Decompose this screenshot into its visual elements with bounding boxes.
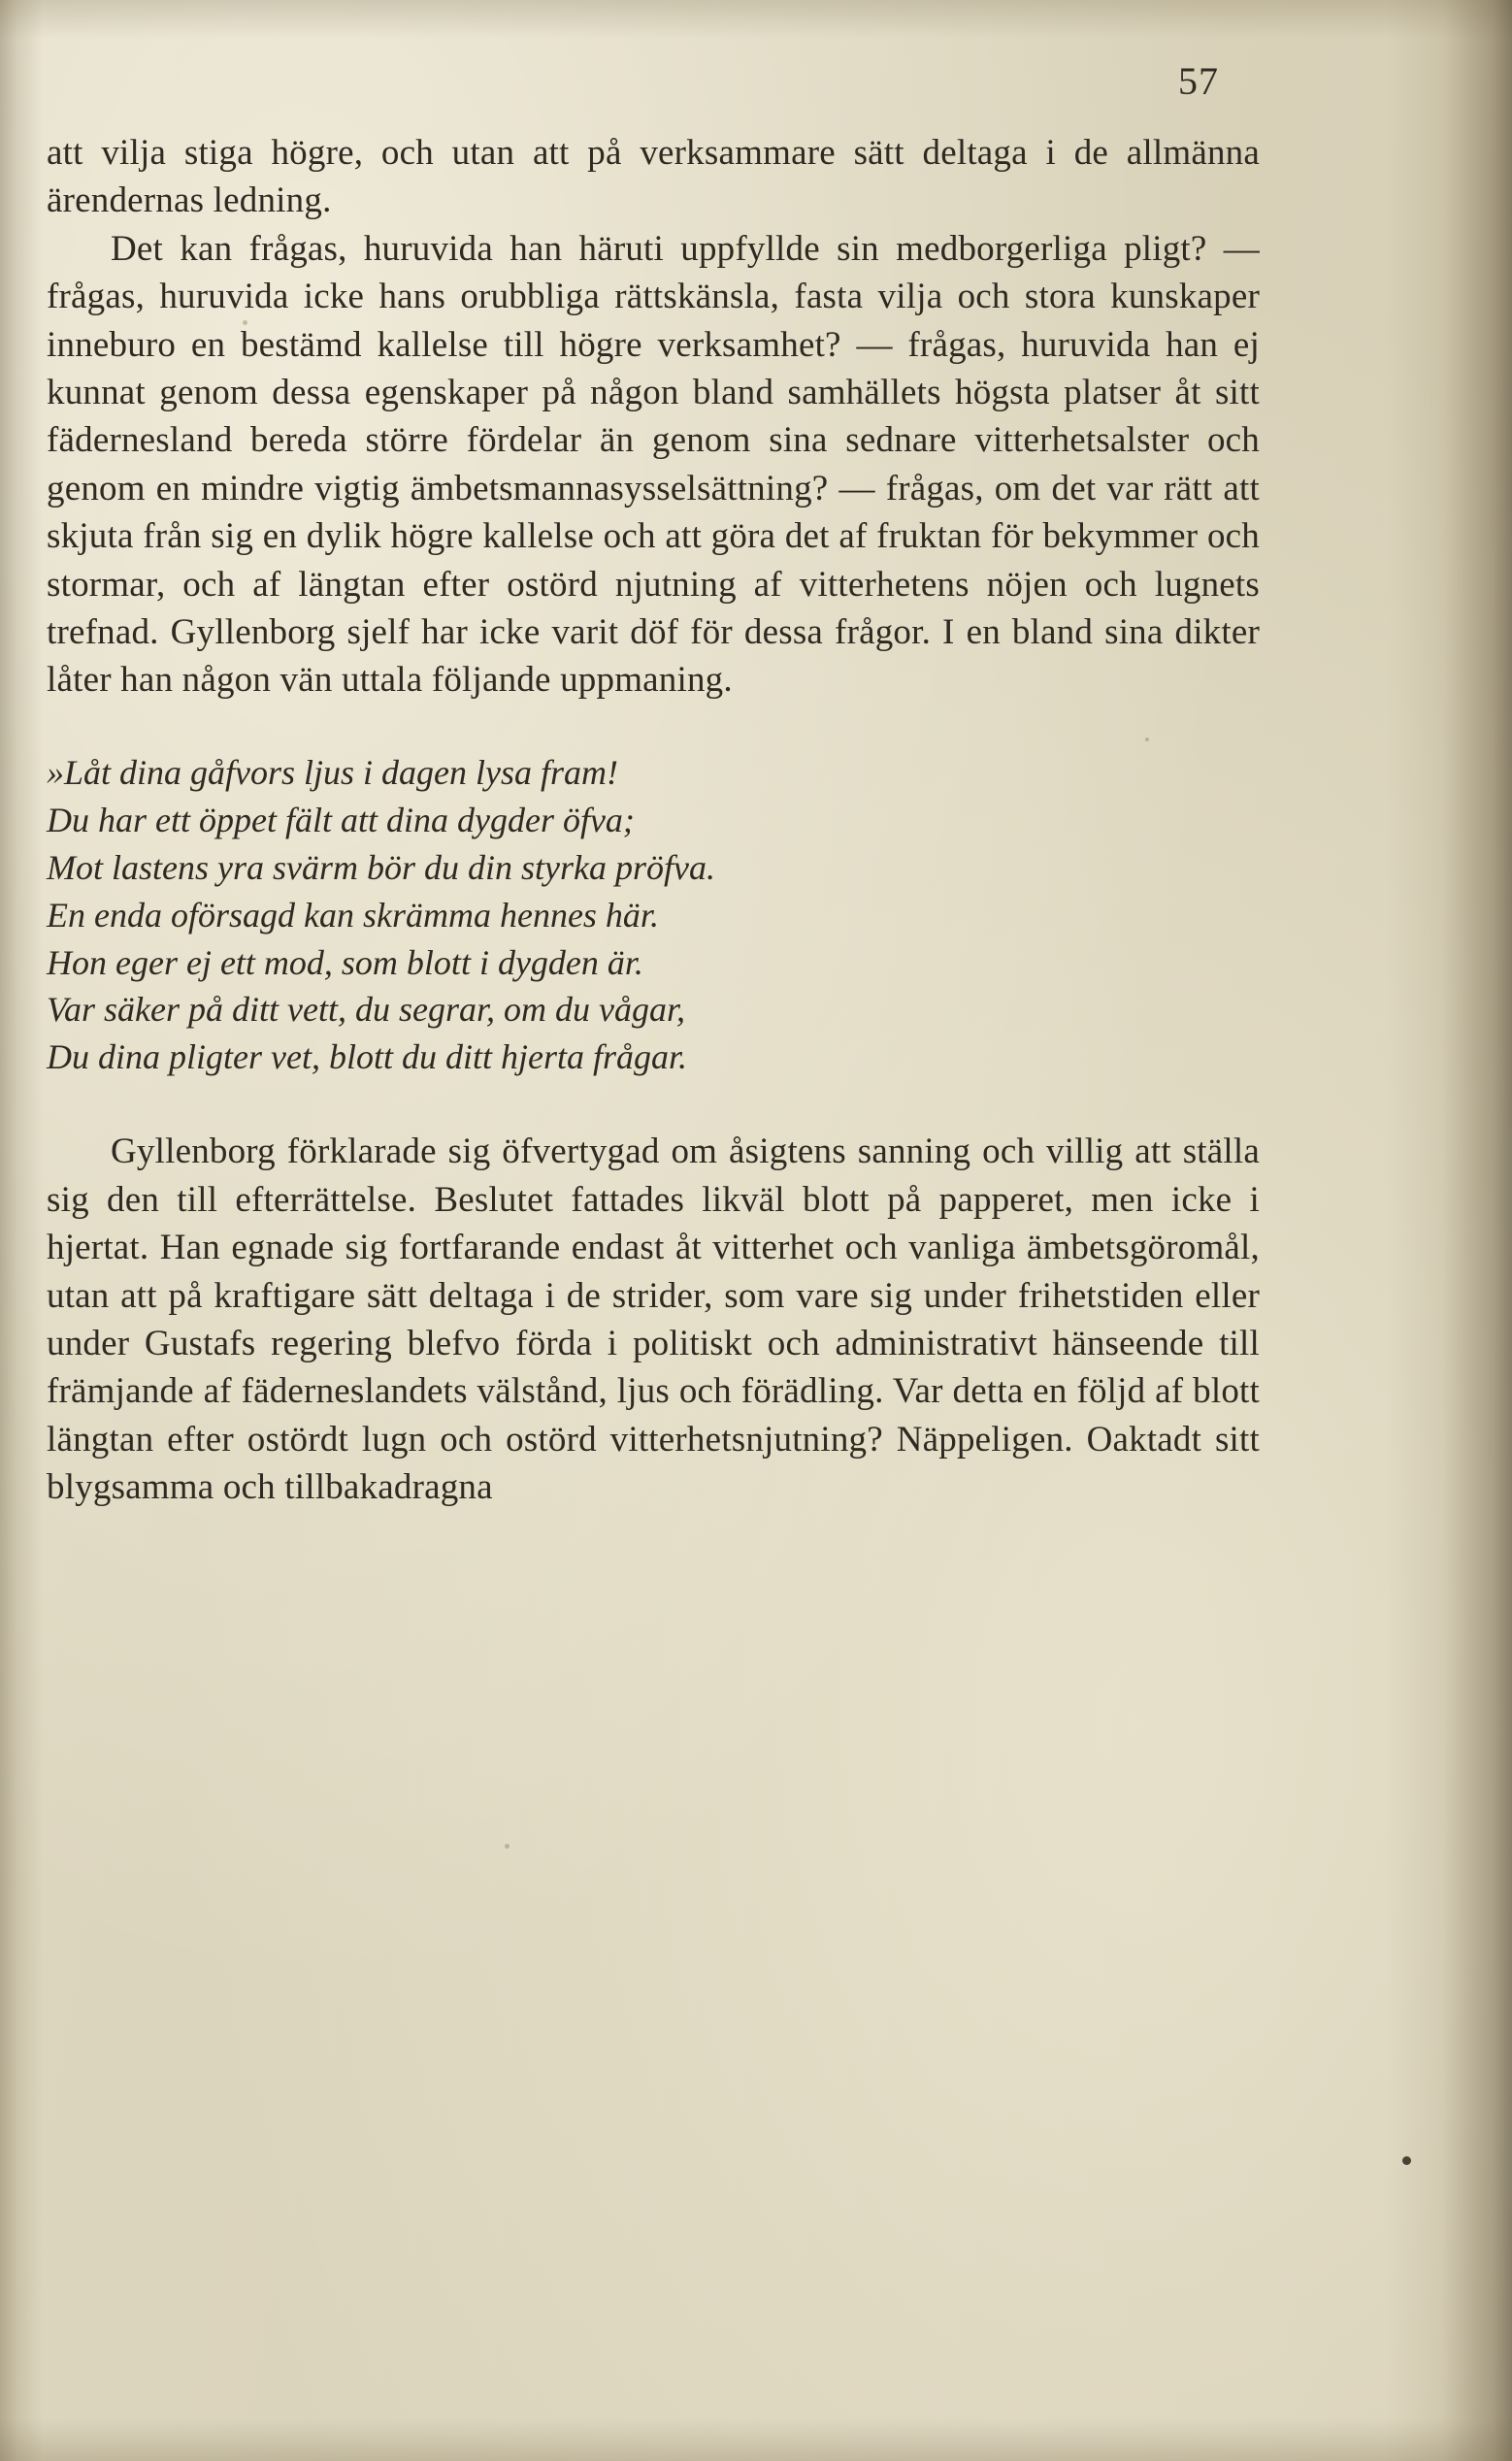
paper-speck — [505, 1844, 509, 1849]
verse-line: »Låt dina gåfvors ljus i dagen lysa fram! — [47, 752, 619, 792]
closing-text — [47, 1128, 1260, 1511]
page-content — [47, 58, 1260, 1511]
verse-line: Du dina pligter vet, blott du ditt hjerta frågar. — [47, 1037, 687, 1077]
body-text — [47, 129, 1260, 705]
verse-line: Hon eger ej ett mod, som blott i dygden är. — [47, 942, 643, 982]
margin-dot-mark — [1402, 2156, 1411, 2165]
page-edge-top-shading — [0, 0, 1512, 39]
paragraph-continuation: att vilja stiga högre, och utan att på verksammare sätt deltaga i de allmänna ärendernas ledning. — [47, 133, 1260, 221]
verse-line: Du har ett öppet fält att dina dygder öfva; — [47, 800, 635, 839]
verse-line: Mot lastens yra svärm bör du din styrka pröfva. — [47, 847, 715, 887]
page-edge-right-shading — [1386, 0, 1512, 2461]
page-number: 57 — [1178, 59, 1219, 103]
paragraph-questions: Det kan frågas, huruvida han häruti uppfyllde sin medborgerliga pligt? — frågas, huruvida icke hans orubbliga rättskänsla, fasta vilja och stora kunskaper inneburo en bestämd kallelse till högre verksamhet? — frågas, huruvida han ej kunnat genom dessa egenskaper på någon bland samhällets högsta platser åt sitt fädernesland bereda större fördelar än genom sina sednare vitterhetsalster och genom en mindre vigtig ämbetsmannasysselsättning? — frågas, om det var rätt att skjuta från sig en dylik högre kallelse och att göra det af fruktan för bekymmer och stormar, och af längtan efter ostörd njutning af vitterhetens nöjen och lugnets trefnad. Gyllenborg sjelf har icke varit döf för dessa frågor. I en bland sina dikter låter han någon vän uttala följande uppmaning. — [47, 228, 1260, 701]
verse-line: Var säker på ditt vett, du segrar, om du vågar, — [47, 990, 685, 1030]
page-edge-left-shading — [0, 0, 43, 2461]
verse-block — [47, 749, 1260, 1082]
paragraph-closing: Gyllenborg förklarade sig öfvertygad om åsigtens sanning och villig att ställa sig den till efterrättelse. Beslutet fattades likväl blott på papperet, men icke i hjertat. Han egnade sig fortfarande endast åt vitterhet och vanliga ämbetsgöromål, utan att på kraftigare sätt deltaga i de strider, som vare sig under frihetstiden eller under Gustafs regering blefvo förda i politiskt och administrativt hänseende till främjande af fäderneslandets välstånd, ljus och förädling. Var detta en följd af blott längtan efter ostördt lugn och ostörd vitterhetsnjutning? Näppeligen. Oaktadt sitt blygsamma och tillbakadragna — [47, 1132, 1260, 1508]
page-edge-bottom-shading — [0, 2418, 1512, 2461]
verse-line: En enda oförsagd kan skrämma hennes här. — [47, 895, 659, 935]
